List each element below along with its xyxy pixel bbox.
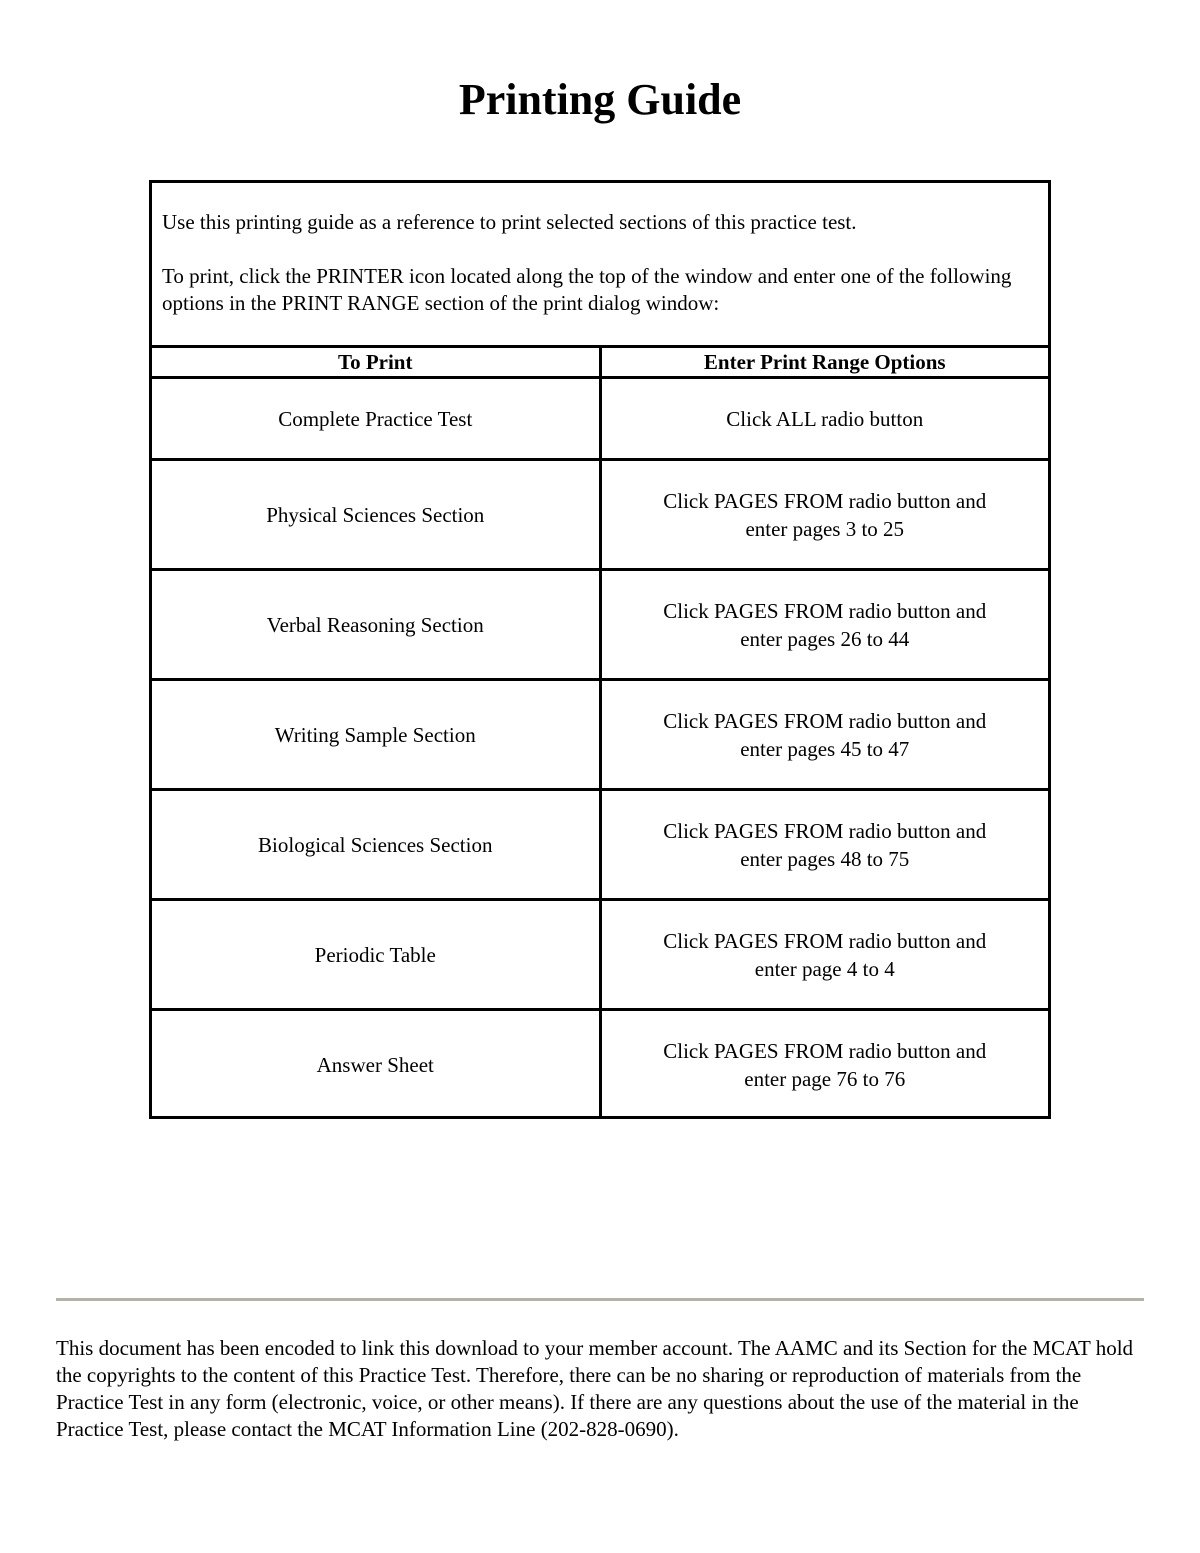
page-title: Printing Guide [458,75,742,124]
row-option-line: Click PAGES FROM radio button and [663,598,987,623]
row-option-line: Click PAGES FROM radio button and [663,818,987,843]
row-option-line: enter page 76 to 76 [744,1066,906,1091]
column-header-to-print: To Print [152,347,600,378]
row-item: Biological Sciences Section [152,790,600,900]
intro-text [162,209,1042,317]
row-option-line: Click PAGES FROM radio button and [663,708,987,733]
table-row [152,900,1048,1010]
row-item: Physical Sciences Section [152,460,600,570]
row-option-line: enter page 4 to 4 [754,956,895,981]
table-row [152,570,1048,680]
row-item: Answer Sheet [152,1010,600,1119]
table-row [152,1010,1048,1119]
row-option-line: enter pages 26 to 44 [740,626,910,651]
row-option [600,1010,1048,1119]
row-option-line: enter pages 3 to 25 [745,516,905,541]
row-option [600,460,1048,570]
table-header-row [152,347,1048,378]
row-option-line: enter pages 48 to 75 [740,846,910,871]
table-row [152,378,1048,460]
printing-guide-box [149,180,1051,1119]
row-option-line: Click PAGES FROM radio button and [663,1038,987,1063]
table-row [152,680,1048,790]
footer-divider [56,1298,1144,1301]
row-option-line: Click ALL radio button [726,406,924,431]
row-option-line: Click PAGES FROM radio button and [663,928,987,953]
intro-line-reference: Use this printing guide as a reference to print selected sections of this practice test. [162,210,857,234]
print-range-table [152,345,1048,1118]
table-row [152,790,1048,900]
row-option-line: Click PAGES FROM radio button and [663,488,987,513]
row-option [600,790,1048,900]
row-item: Complete Practice Test [152,378,600,460]
table-row [152,460,1048,570]
row-item: Verbal Reasoning Section [152,570,600,680]
print-range-table-wrap [152,345,1048,1118]
row-item: Periodic Table [152,900,600,1010]
column-header-print-range-options: Enter Print Range Options [600,347,1048,378]
row-option [600,680,1048,790]
row-option [600,900,1048,1010]
row-option-line: enter pages 45 to 47 [740,736,910,761]
row-item: Writing Sample Section [152,680,600,790]
copyright-notice: This document has been encoded to link this download to your member account. The AAMC and its Section for the MCAT hold the copyrights to the content of this Practice Test. Therefore, there can be no sharing or reproduction of materials from the Practice Test in any form (electronic, voice, or other means). If there are any questions about the use of the material in the Practice Test, please contact the MCAT Information Line (202-828-0690). [56,1336,1134,1441]
row-option [600,378,1048,460]
row-option [600,570,1048,680]
intro-line-instructions: To print, click the PRINTER icon located along the top of the window and enter one of the following options in the PRINT RANGE section of the print dialog window: [162,264,1012,315]
